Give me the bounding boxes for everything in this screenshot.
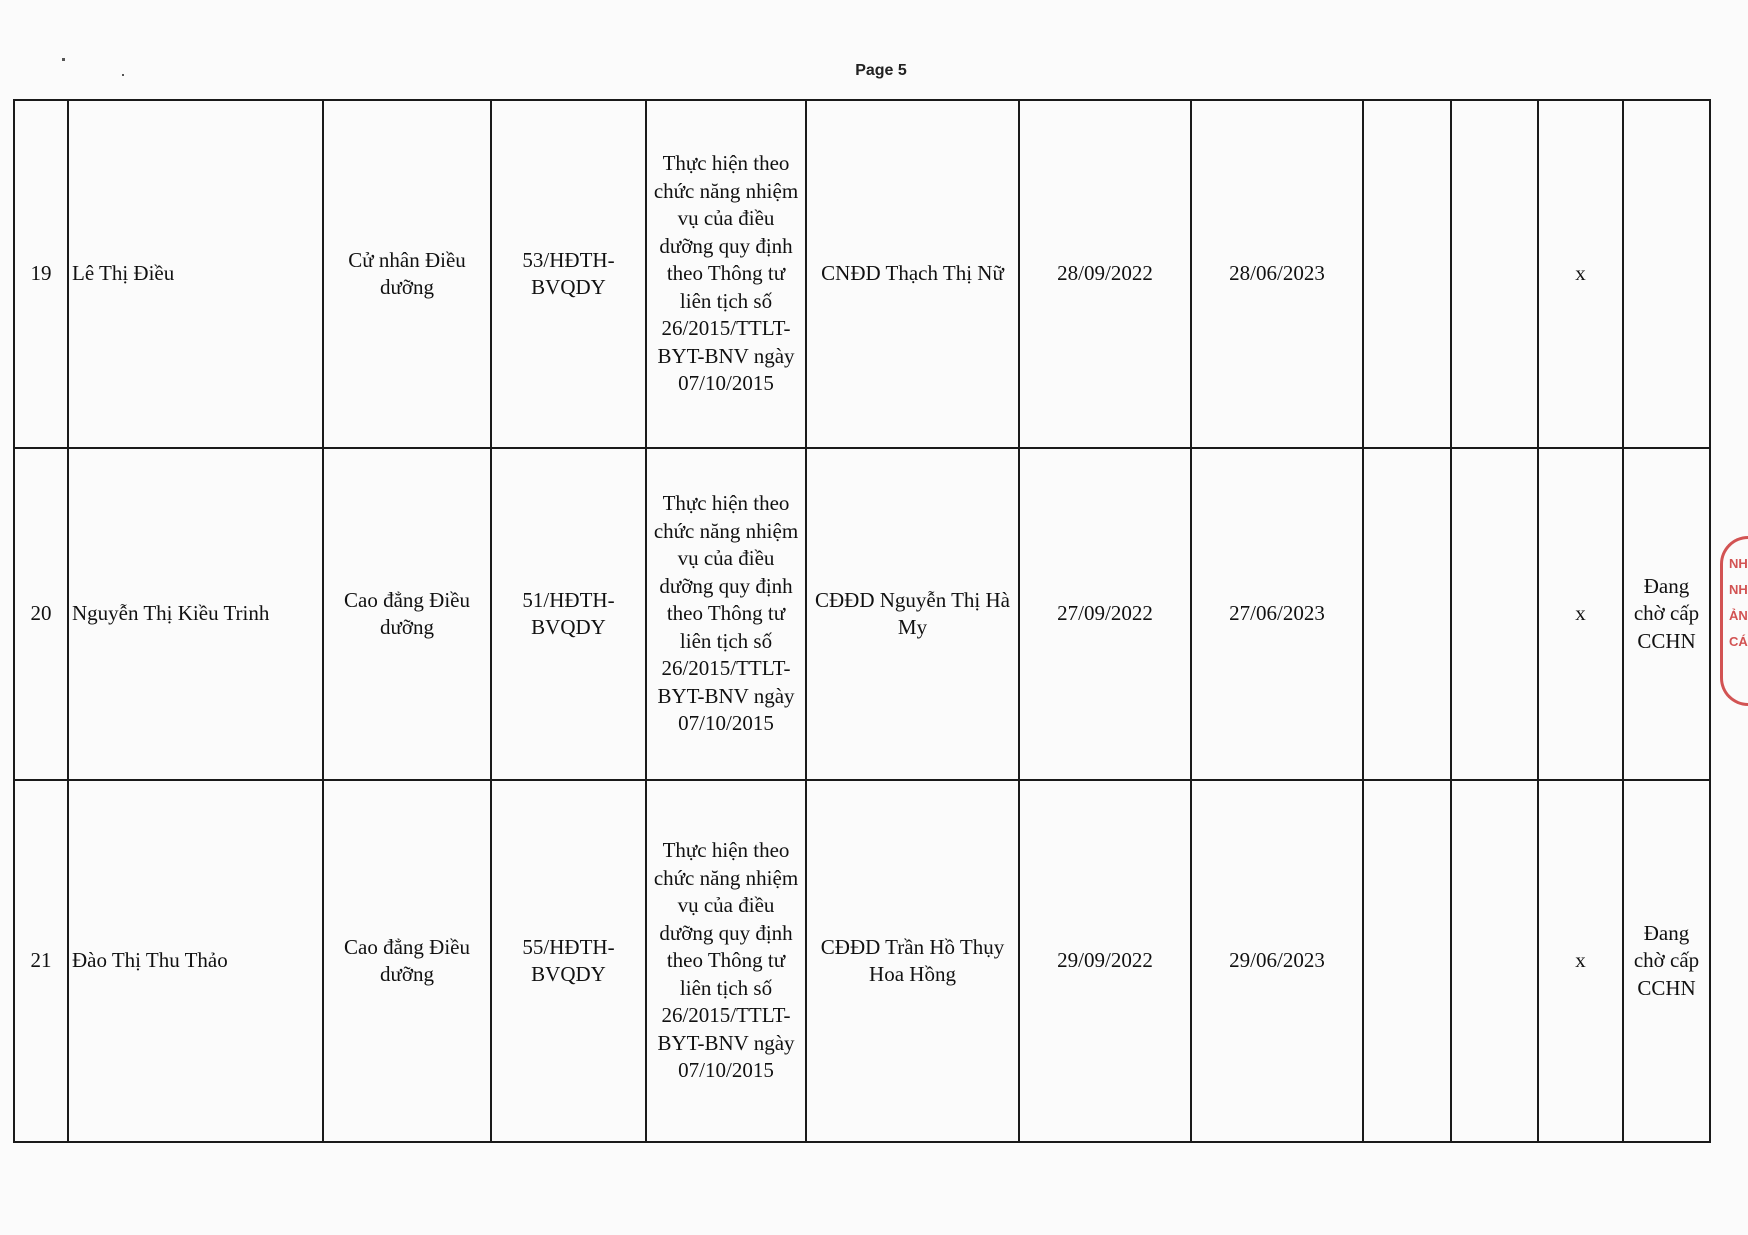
scan-mark bbox=[122, 74, 124, 76]
end-date-cell: 27/06/2023 bbox=[1191, 448, 1363, 780]
row-number: 20 bbox=[14, 448, 68, 780]
column-9-cell bbox=[1363, 780, 1451, 1142]
contract-number-cell: 55/HĐTH-BVQDY bbox=[491, 780, 646, 1142]
table-row bbox=[14, 100, 1710, 448]
supervisor-cell: CĐĐD Nguyễn Thị Hà My bbox=[806, 448, 1019, 780]
practice-content-cell: Thực hiện theo chức năng nhiệm vụ của điều dưỡng quy định theo Thông tư liên tịch số 26/2015/TTLT-BYT-BNV ngày 07/10/2015 bbox=[646, 448, 806, 780]
row-number: 21 bbox=[14, 780, 68, 1142]
column-10-cell bbox=[1451, 100, 1538, 448]
staff-name: Nguyễn Thị Kiều Trinh bbox=[68, 448, 323, 780]
note-cell bbox=[1623, 100, 1710, 448]
supervisor-cell: CNĐD Thạch Thị Nữ bbox=[806, 100, 1019, 448]
red-seal-stamp bbox=[1720, 536, 1748, 706]
row-number: 19 bbox=[14, 100, 68, 448]
staff-name: Đào Thị Thu Thảo bbox=[68, 780, 323, 1142]
qualification-cell: Cao đẳng Điều dưỡng bbox=[323, 780, 491, 1142]
staff-table bbox=[13, 99, 1711, 1143]
table-row bbox=[14, 448, 1710, 780]
end-date-cell: 29/06/2023 bbox=[1191, 780, 1363, 1142]
column-10-cell bbox=[1451, 780, 1538, 1142]
qualification-cell: Cử nhân Điều dưỡng bbox=[323, 100, 491, 448]
start-date-cell: 29/09/2022 bbox=[1019, 780, 1191, 1142]
end-date-cell: 28/06/2023 bbox=[1191, 100, 1363, 448]
column-9-cell bbox=[1363, 100, 1451, 448]
scan-mark bbox=[62, 58, 65, 61]
table-row bbox=[14, 780, 1710, 1142]
qualification-cell: Cao đẳng Điều dưỡng bbox=[323, 448, 491, 780]
start-date-cell: 27/09/2022 bbox=[1019, 448, 1191, 780]
supervisor-cell: CĐĐD Trần Hồ Thụy Hoa Hồng bbox=[806, 780, 1019, 1142]
practice-content-cell: Thực hiện theo chức năng nhiệm vụ của điều dưỡng quy định theo Thông tư liên tịch số 26/2015/TTLT-BYT-BNV ngày 07/10/2015 bbox=[646, 780, 806, 1142]
column-9-cell bbox=[1363, 448, 1451, 780]
note-cell: Đang chờ cấp CCHN bbox=[1623, 448, 1710, 780]
stamp-line: CÁ bbox=[1729, 634, 1748, 649]
check-mark-cell: x bbox=[1538, 100, 1623, 448]
staff-name: Lê Thị Điều bbox=[68, 100, 323, 448]
check-mark-cell: x bbox=[1538, 448, 1623, 780]
start-date-cell: 28/09/2022 bbox=[1019, 100, 1191, 448]
check-mark-cell: x bbox=[1538, 780, 1623, 1142]
practice-content-cell: Thực hiện theo chức năng nhiệm vụ của điều dưỡng quy định theo Thông tư liên tịch số 26/2015/TTLT-BYT-BNV ngày 07/10/2015 bbox=[646, 100, 806, 448]
page-number-label: Page 5 bbox=[855, 62, 907, 79]
stamp-line: NH bbox=[1729, 582, 1748, 597]
column-10-cell bbox=[1451, 448, 1538, 780]
stamp-line: ẢN bbox=[1729, 608, 1748, 623]
contract-number-cell: 51/HĐTH-BVQDY bbox=[491, 448, 646, 780]
note-cell: Đang chờ cấp CCHN bbox=[1623, 780, 1710, 1142]
contract-number-cell: 53/HĐTH-BVQDY bbox=[491, 100, 646, 448]
stamp-line: NH bbox=[1729, 556, 1748, 571]
